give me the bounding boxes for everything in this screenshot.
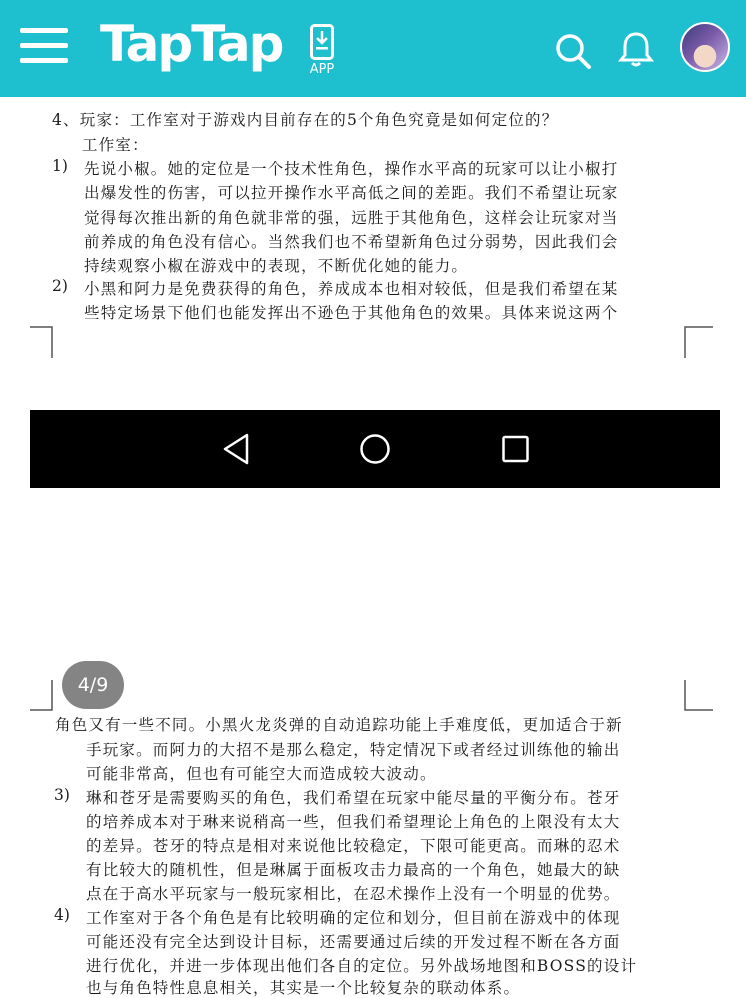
paragraph-line: 工作室对于各个角色是有比较明确的定位和划分，但目前在游戏中的体现: [86, 909, 621, 927]
recents-icon[interactable]: [500, 432, 532, 466]
paragraph-line: 也与角色特性息息相关，其实是一个比较复杂的联动体系。: [86, 979, 521, 997]
paragraph-line: 角色又有一些不同。小黑火龙炎弹的自动追踪功能上手难度低，更加适合于新: [55, 716, 623, 734]
studio-label: 工作室：: [82, 136, 149, 154]
paragraph-line: 觉得每次推出新的角色就非常的强，远胜于其他角色，这样会让玩家对当: [84, 209, 619, 227]
paragraph-line: 先说小椒。她的定位是一个技术性角色，操作水平高的玩家可以让小椒打: [84, 160, 619, 178]
paragraph-line: 前养成的角色没有信心。当然我们也不希望新角色过分弱势，因此我们会: [84, 233, 619, 251]
paragraph-line: 的培养成本对于琳来说稍高一些，但我们希望理论上角色的上限没有太大: [86, 813, 621, 831]
paragraph-line: 有比较大的随机性，但是琳属于面板攻击力最高的一个角色，她最大的缺: [86, 861, 621, 879]
search-icon[interactable]: [554, 32, 592, 70]
paragraph-line: 的差异。苍牙的特点是相对来说他比较稳定，下限可能更高。而琳的忍术: [86, 837, 621, 855]
paragraph-line: 些特定场景下他们也能发挥出不逊色于其他角色的效果。具体来说这两个: [84, 304, 619, 322]
page-indicator: 4/9: [62, 661, 124, 709]
question-text: 4、玩家：工作室对于游戏内目前存在的5个角色究竟是如何定位的？: [52, 111, 559, 129]
download-app-icon: [310, 24, 334, 60]
paragraph-line: 琳和苍牙是需要购买的角色，我们希望在玩家中能尽量的平衡分布。苍牙: [86, 789, 621, 807]
paragraph-line: 出爆发性的伤害，可以拉开操作水平高低之间的差距。我们不希望让玩家: [84, 184, 619, 202]
taptap-logo[interactable]: TapTap: [100, 15, 283, 73]
list-number: 2): [52, 277, 68, 295]
back-icon[interactable]: [220, 432, 252, 466]
paragraph-line: 进行优化，并进一步体现出他们各自的定位。另外战场地图和BOSS的设计: [86, 957, 638, 975]
list-number: 4): [54, 906, 70, 924]
crop-mark: [684, 326, 714, 358]
crop-mark: [684, 680, 714, 712]
list-number: 3): [54, 786, 70, 804]
top-header: [0, 0, 746, 97]
paragraph-line: 点在于高水平玩家与一般玩家相比，在忍术操作上没有一个明显的优势。: [86, 885, 621, 903]
avatar[interactable]: [680, 22, 730, 72]
paragraph-line: 可能非常高，但也有可能空大而造成较大波动。: [86, 765, 437, 783]
home-icon[interactable]: [359, 432, 391, 466]
menu-icon[interactable]: [20, 28, 68, 64]
crop-mark: [30, 326, 54, 358]
app-label: APP: [309, 62, 335, 77]
paragraph-line: 手玩家。而阿力的大招不是那么稳定，特定情况下或者经过训练他的输出: [86, 741, 621, 759]
navigation-bar: [30, 410, 720, 488]
paragraph-line: 小黑和阿力是免费获得的角色，养成成本也相对较低，但是我们希望在某: [84, 280, 619, 298]
crop-mark: [30, 680, 54, 712]
list-number: 1): [52, 157, 68, 175]
paragraph-line: 可能还没有完全达到设计目标，还需要通过后续的开发过程不断在各方面: [86, 933, 621, 951]
paragraph-line: 持续观察小椒在游戏中的表现，不断优化她的能力。: [84, 257, 469, 275]
download-app-button[interactable]: [300, 24, 344, 82]
bell-icon[interactable]: [618, 30, 654, 68]
